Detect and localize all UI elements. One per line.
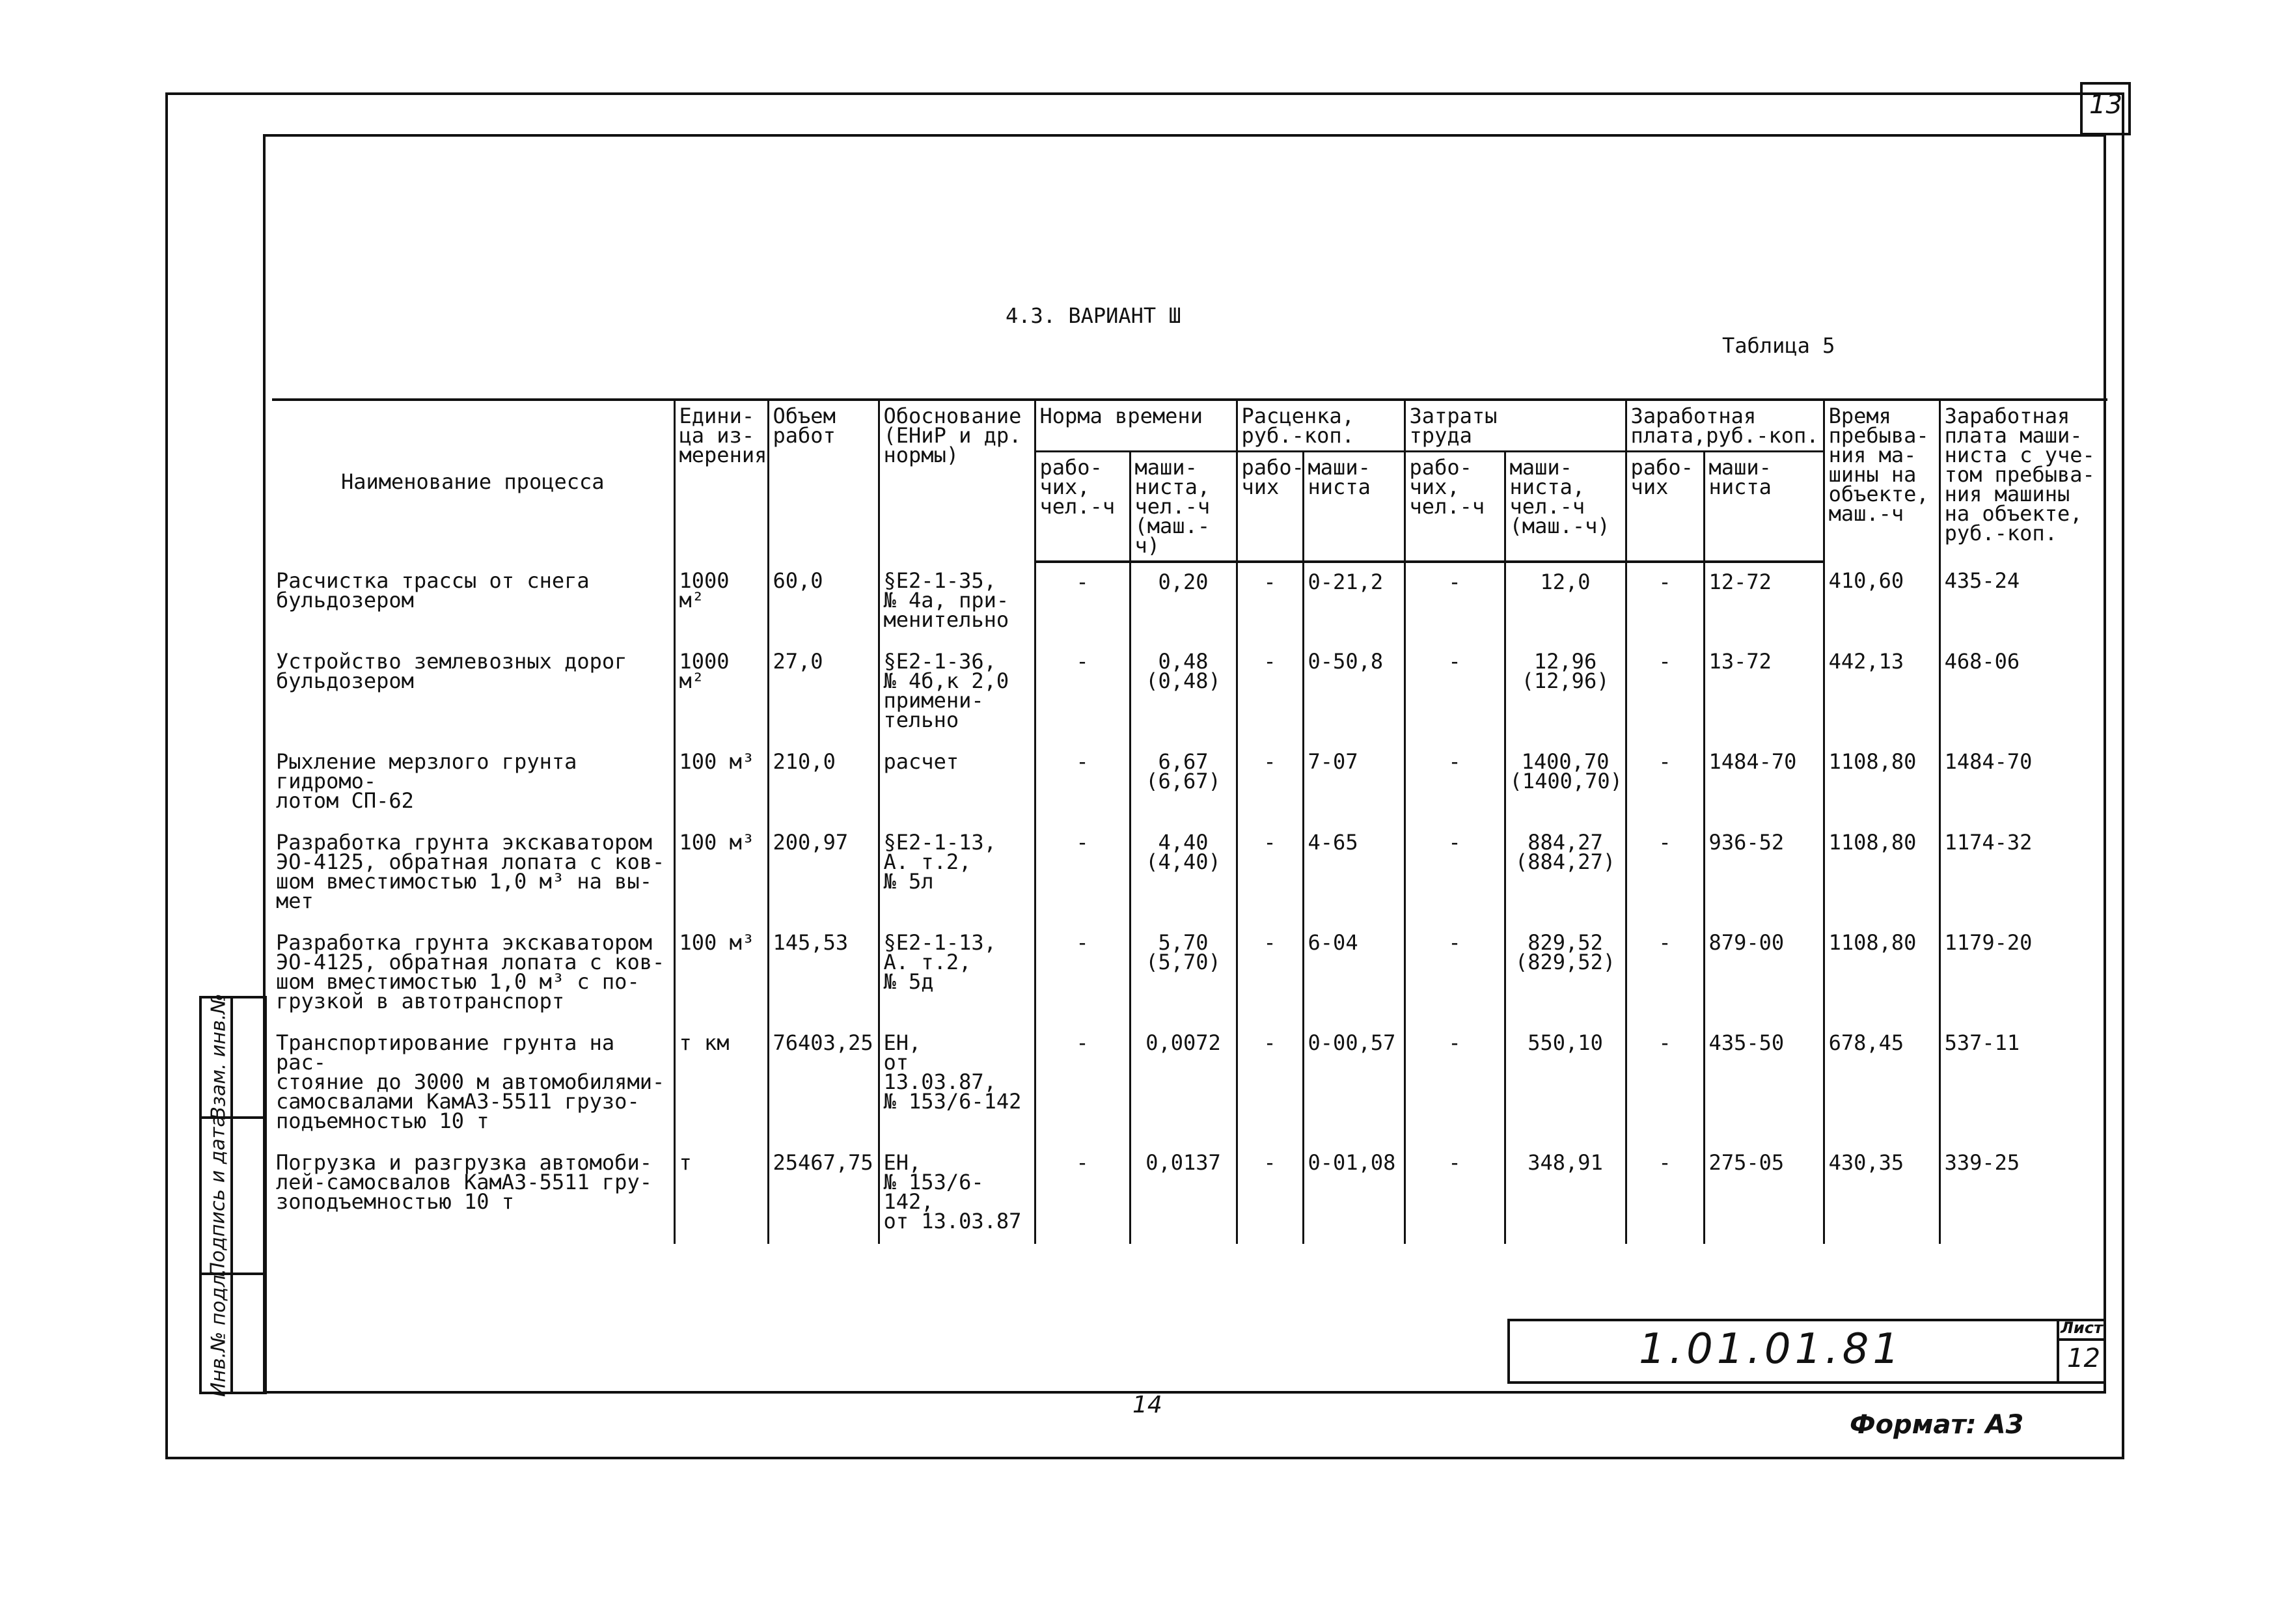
- cell-labor-machinist: 1400,70 (1400,70): [1505, 743, 1626, 823]
- cell-volume: 200,97: [768, 823, 879, 924]
- cell-labor-workers: -: [1405, 642, 1505, 743]
- cell-name: Рыхление мерзлого грунта гидромо- лотом СП-62: [276, 749, 577, 813]
- cell-basis: расчет: [879, 743, 1035, 823]
- cell-labor-machinist: 12,96 (12,96): [1505, 642, 1626, 743]
- cell-basis: ЕН, № 153/6-142, от 13.03.87: [879, 1144, 1035, 1244]
- table-row: [272, 743, 2107, 823]
- cell-name: Транспортирование грунта на рас- стояние до 3000 м автомобилями- самосвалами КамАЗ-5511 грузо- подъемностью 10 т: [276, 1030, 665, 1133]
- format-label: Формат: А3: [1850, 1410, 2024, 1440]
- table-row: [272, 823, 2107, 924]
- cell-wage-machinist: 1484-70: [1704, 743, 1824, 823]
- cell-stay-time: 430,35: [1824, 1144, 1939, 1244]
- cell-wage-machinist: 435-50: [1704, 1024, 1824, 1144]
- cell-norm-workers: -: [1035, 1024, 1130, 1144]
- cell-labor-workers: -: [1405, 1024, 1505, 1144]
- header-labor: Затраты труда: [1405, 400, 1626, 452]
- cell-unit: т км: [674, 1024, 768, 1144]
- cell-labor-workers: -: [1405, 562, 1505, 642]
- cell-wage-total: 435-24: [1939, 562, 2107, 642]
- work-table: [272, 398, 2107, 1244]
- cell-name: Разработка грунта экскаватором ЭО-4125, обратная лопата с ков- шом вместимостью 1,0 м³ на вы- мет: [276, 830, 665, 913]
- cell-price-machinist: 0-21,2: [1303, 562, 1405, 642]
- cell-name: Разработка грунта экскаватором ЭО-4125, обратная лопата с ков- шом вместимостью 1,0 м³ с по- грузкой в автотранспорт: [276, 930, 665, 1013]
- cell-wage-workers: -: [1626, 562, 1704, 642]
- cell-stay-time: 678,45: [1824, 1024, 1939, 1144]
- cell-stay-time: 1108,80: [1824, 823, 1939, 924]
- cell-price-machinist: 4-65: [1303, 823, 1405, 924]
- cell-unit: 100 м³: [674, 823, 768, 924]
- cell-basis: §Е2-1-13, А. т.2, № 5д: [879, 924, 1035, 1024]
- cell-unit: 100 м³: [674, 743, 768, 823]
- cell-wage-machinist: 275-05: [1704, 1144, 1824, 1244]
- cell-stay-time: 1108,80: [1824, 924, 1939, 1024]
- cell-norm-workers: -: [1035, 743, 1130, 823]
- cell-price-workers: -: [1237, 823, 1303, 924]
- table-row: [272, 1144, 2107, 1244]
- cell-wage-machinist: 936-52: [1704, 823, 1824, 924]
- cell-wage-total: 1179-20: [1939, 924, 2107, 1024]
- cell-norm-workers: -: [1035, 924, 1130, 1024]
- cell-norm-machinist: 5,70 (5,70): [1130, 924, 1237, 1024]
- cell-norm-machinist: 0,48 (0,48): [1130, 642, 1237, 743]
- cell-norm-machinist: 0,0137: [1130, 1144, 1237, 1244]
- header-wage-machinist: Заработная плата маши- ниста с уче- том пребыва- ния машины на объекте, руб.-коп.: [1939, 400, 2107, 562]
- cell-basis: §Е2-1-13, А. т.2, № 5л: [879, 823, 1035, 924]
- cell-norm-machinist: 4,40 (4,40): [1130, 823, 1237, 924]
- cell-norm-workers: -: [1035, 562, 1130, 642]
- header-price-workers: рабо- чих: [1237, 452, 1303, 562]
- bottom-page-number: 14: [1132, 1392, 1162, 1418]
- header-wage-workers: рабо- чих: [1626, 452, 1704, 562]
- cell-volume: 210,0: [768, 743, 879, 823]
- cell-labor-machinist: 12,0: [1505, 562, 1626, 642]
- cell-wage-workers: -: [1626, 743, 1704, 823]
- cell-norm-machinist: 6,67 (6,67): [1130, 743, 1237, 823]
- cell-price-workers: -: [1237, 642, 1303, 743]
- table-row: [272, 642, 2107, 743]
- cell-norm-workers: -: [1035, 642, 1130, 743]
- section-title: 4.3. ВАРИАНТ Ш: [1006, 303, 1181, 328]
- cell-price-machinist: 0-00,57: [1303, 1024, 1405, 1144]
- table-label: Таблица 5: [1722, 333, 1835, 358]
- cell-stay-time: 442,13: [1824, 642, 1939, 743]
- header-volume: Объем работ: [768, 400, 879, 562]
- doc-code: 1.01.01.81: [1639, 1325, 1904, 1373]
- header-wage: Заработная плата,руб.-коп.: [1626, 400, 1824, 452]
- header-price-machinist: маши- ниста: [1303, 452, 1405, 562]
- cell-wage-machinist: 13-72: [1704, 642, 1824, 743]
- header-unit: Едини- ца из- мерения: [674, 400, 768, 562]
- header-labor-workers: рабо- чих, чел.-ч: [1405, 452, 1505, 562]
- cell-price-machinist: 7-07: [1303, 743, 1405, 823]
- cell-basis: §Е2-1-35, № 4а, при- менительно: [879, 562, 1035, 642]
- header-stay-time: Время пребыва- ния ма- шины на объекте, маш.-ч: [1824, 400, 1939, 562]
- cell-unit: 1000 м²: [674, 562, 768, 642]
- cell-wage-workers: -: [1626, 642, 1704, 743]
- stamp-cell-signature: Подпись и дата: [206, 1115, 230, 1277]
- header-name: Наименование процесса: [272, 400, 674, 562]
- corner-number: 13: [2089, 90, 2122, 120]
- cell-wage-workers: -: [1626, 1024, 1704, 1144]
- cell-wage-total: 1484-70: [1939, 743, 2107, 823]
- table-row: [272, 1024, 2107, 1144]
- cell-norm-workers: -: [1035, 1144, 1130, 1244]
- cell-labor-workers: -: [1405, 743, 1505, 823]
- cell-price-workers: -: [1237, 1024, 1303, 1144]
- cell-labor-workers: -: [1405, 1144, 1505, 1244]
- cell-unit: 100 м³: [674, 924, 768, 1024]
- cell-wage-total: 468-06: [1939, 642, 2107, 743]
- header-norm-workers: рабо- чих, чел.-ч: [1035, 452, 1130, 562]
- cell-price-workers: -: [1237, 743, 1303, 823]
- cell-volume: 27,0: [768, 642, 879, 743]
- cell-stay-time: 410,60: [1824, 562, 1939, 642]
- cell-labor-workers: -: [1405, 924, 1505, 1024]
- cell-volume: 60,0: [768, 562, 879, 642]
- stamp-cell-replace: Взам. инв.№: [207, 993, 230, 1120]
- header-price: Расценка, руб.-коп.: [1237, 400, 1405, 452]
- cell-basis: §Е2-1-36, № 4б,к 2,0 примени- тельно: [879, 642, 1035, 743]
- header-labor-machinist: маши- ниста, чел.-ч (маш.-ч): [1505, 452, 1626, 562]
- cell-norm-machinist: 0,0072: [1130, 1024, 1237, 1144]
- cell-volume: 76403,25: [768, 1024, 879, 1144]
- cell-wage-workers: -: [1626, 1144, 1704, 1244]
- cell-labor-workers: -: [1405, 823, 1505, 924]
- cell-norm-machinist: 0,20: [1130, 562, 1237, 642]
- table-row: [272, 924, 2107, 1024]
- cell-price-workers: -: [1237, 924, 1303, 1024]
- header-basis: Обоснование (ЕНиР и др. нормы): [879, 400, 1035, 562]
- sheet-label: Лист: [2061, 1319, 2103, 1337]
- cell-unit: т: [674, 1144, 768, 1244]
- cell-wage-total: 1174-32: [1939, 823, 2107, 924]
- cell-name: Расчистка трассы от снега бульдозером: [276, 568, 590, 612]
- cell-norm-workers: -: [1035, 823, 1130, 924]
- cell-labor-machinist: 884,27 (884,27): [1505, 823, 1626, 924]
- cell-labor-machinist: 829,52 (829,52): [1505, 924, 1626, 1024]
- sheet-box-divider: [2057, 1338, 2106, 1341]
- cell-wage-workers: -: [1626, 823, 1704, 924]
- cell-price-workers: -: [1237, 562, 1303, 642]
- table-row: [272, 562, 2107, 642]
- side-stamp-divider: [230, 996, 233, 1394]
- cell-volume: 25467,75: [768, 1144, 879, 1244]
- sheet-number: 12: [2067, 1343, 2100, 1373]
- cell-wage-total: 339-25: [1939, 1144, 2107, 1244]
- cell-price-machinist: 0-50,8: [1303, 642, 1405, 743]
- cell-price-workers: -: [1237, 1144, 1303, 1244]
- cell-price-machinist: 0-01,08: [1303, 1144, 1405, 1244]
- header-norm-time: Норма времени: [1035, 400, 1237, 452]
- cell-stay-time: 1108,80: [1824, 743, 1939, 823]
- header-wage-machinist-col: маши- ниста: [1704, 452, 1824, 562]
- cell-price-machinist: 6-04: [1303, 924, 1405, 1024]
- cell-wage-machinist: 879-00: [1704, 924, 1824, 1024]
- cell-wage-workers: -: [1626, 924, 1704, 1024]
- cell-wage-total: 537-11: [1939, 1024, 2107, 1144]
- cell-unit: 1000 м²: [674, 642, 768, 743]
- cell-name: Устройство землевозных дорог бульдозером: [276, 649, 627, 693]
- cell-name: Погрузка и разгрузка автомоби- лей-самосвалов КамАЗ-5511 гру- зоподъемностью 10 т: [276, 1150, 652, 1214]
- cell-wage-machinist: 12-72: [1704, 562, 1824, 642]
- cell-basis: ЕН, от 13.03.87, № 153/6-142: [879, 1024, 1035, 1144]
- cell-labor-machinist: 550,10: [1505, 1024, 1626, 1144]
- cell-volume: 145,53: [768, 924, 879, 1024]
- header-norm-machinist: маши- ниста, чел.-ч (маш.-ч): [1130, 452, 1237, 562]
- cell-labor-machinist: 348,91: [1505, 1144, 1626, 1244]
- stamp-cell-inv: Инв.№ подл.: [207, 1268, 230, 1397]
